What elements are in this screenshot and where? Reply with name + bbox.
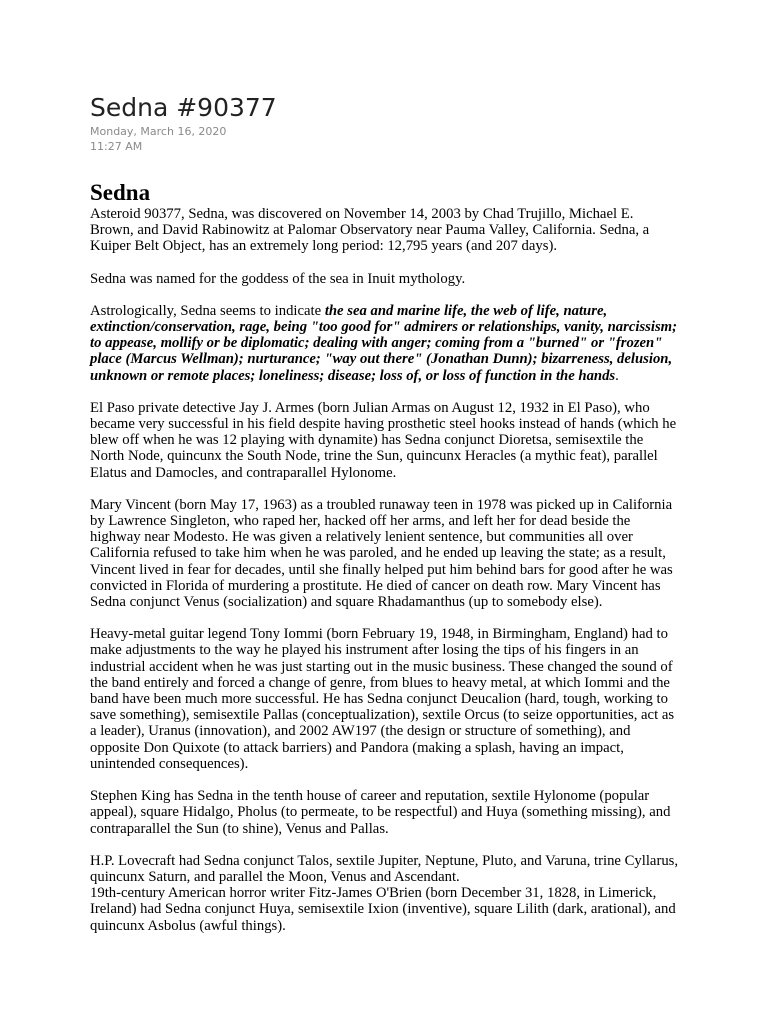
paragraph-discovery: Asteroid 90377, Sedna, was discovered on November 14, 2003 by Chad Trujillo, Michael E. Brown, and David Rabinowitz at Palomar Observatory near Pauma Valley, California. Sedna, a Kuiper Belt Object, has an extremely long period: 12,795 years (and 207 days).: [90, 206, 650, 255]
note-page: [90, 92, 680, 934]
paragraph-king: Stephen King has Sedna in the tenth house of career and reputation, sextile Hylonome (popular appeal), square Hidalgo, Pholus (to permeate, to be respectful) and Huya (something missing), and contraparallel the Sun (to shine), Venus and Pallas.: [90, 788, 671, 837]
astrology-keywords: the sea and marine life, the web of life, nature, extinction/conservation, rage, being "too good for" admirers or relationships, vanity, narcissism; to appease, mollify or be diplomatic; dealing with anger; coming from a "burned" or "frozen" place (Marcus Wellman); nurturance; "way out there" (Jonathan Dunn); bizarreness, delusion, unknown or remote places; loneliness; disease; loss of, or loss of function in the hands: [90, 302, 677, 384]
note-title: Sedna #90377: [90, 93, 277, 122]
paragraph-astrology: [90, 303, 680, 384]
note-time: 11:27 AM: [90, 140, 143, 153]
article-heading: Sedna: [90, 180, 151, 205]
astrology-tail: .: [615, 367, 619, 384]
article-body: [90, 206, 680, 934]
paragraph-vincent: Mary Vincent (born May 17, 1963) as a troubled runaway teen in 1978 was picked up in California by Lawrence Singleton, who raped her, hacked off her arms, and left her for dead beside the highway near Modesto. He was given a relatively lenient sentence, but communities all over California refused to take him when he was paroled, and he ended up leaving the state; as a result, Vincent lived in fear for decades, until she finally helped put him behind bars for good after he was convicted in Florida of murdering a prostitute. He died of cancer on death row. Mary Vincent has Sedna conjunct Venus (socialization) and square Rhadamanthus (up to somebody else).: [90, 496, 673, 611]
paragraph-armes: El Paso private detective Jay J. Armes (born Julian Armas on August 12, 1932 in El Paso), who became very successful in his field despite having prosthetic steel hooks instead of hands (which he blew off when he was 12 playing with dynamite) has Sedna conjunct Dioretsa, semisextile the North Node, quincunx the South Node, trine the Sun, quincunx Heracles (a mythic feat), parallel Elatus and Damocles, and contraparallel Hylonome.: [90, 399, 677, 481]
paragraph-naming: Sedna was named for the goddess of the sea in Inuit mythology.: [90, 270, 466, 287]
paragraph-obrien: 19th-century American horror writer Fitz-James O'Brien (born December 31, 1828, in Limerick, Ireland) had Sedna conjunct Huya, semisextile Ixion (inventive), square Lilith (dark, arational), and quincunx Asbolus (awful things).: [90, 885, 676, 934]
note-date: Monday, March 16, 2020: [90, 125, 227, 138]
paragraph-lovecraft: H.P. Lovecraft had Sedna conjunct Talos, sextile Jupiter, Neptune, Pluto, and Varuna, trine Cyllarus, quincunx Saturn, and parallel the Moon, Venus and Ascendant.: [90, 852, 679, 885]
astrology-lead: Astrologically, Sedna seems to indicate: [90, 302, 325, 319]
paragraph-iommi: Heavy-metal guitar legend Tony Iommi (born February 19, 1948, in Birmingham, England) had to make adjustments to the way he played his instrument after losing the tips of his fingers in an industrial accident when he was just starting out in the music business. These changed the sound of the band entirely and forced a change of genre, from blues to heavy metal, at which Iommi and the band have been much more successful. He has Sedna conjunct Deucalion (hard, tough, working to save something), semisextile Pallas (conceptualization), sextile Orcus (to seize opportunities, act as a leader), Uranus (innovation), and 2002 AW197 (the design or structure of something), and opposite Don Quixote (to attack barriers) and Pandora (making a splash, having an impact, unintended consequences).: [90, 626, 675, 772]
